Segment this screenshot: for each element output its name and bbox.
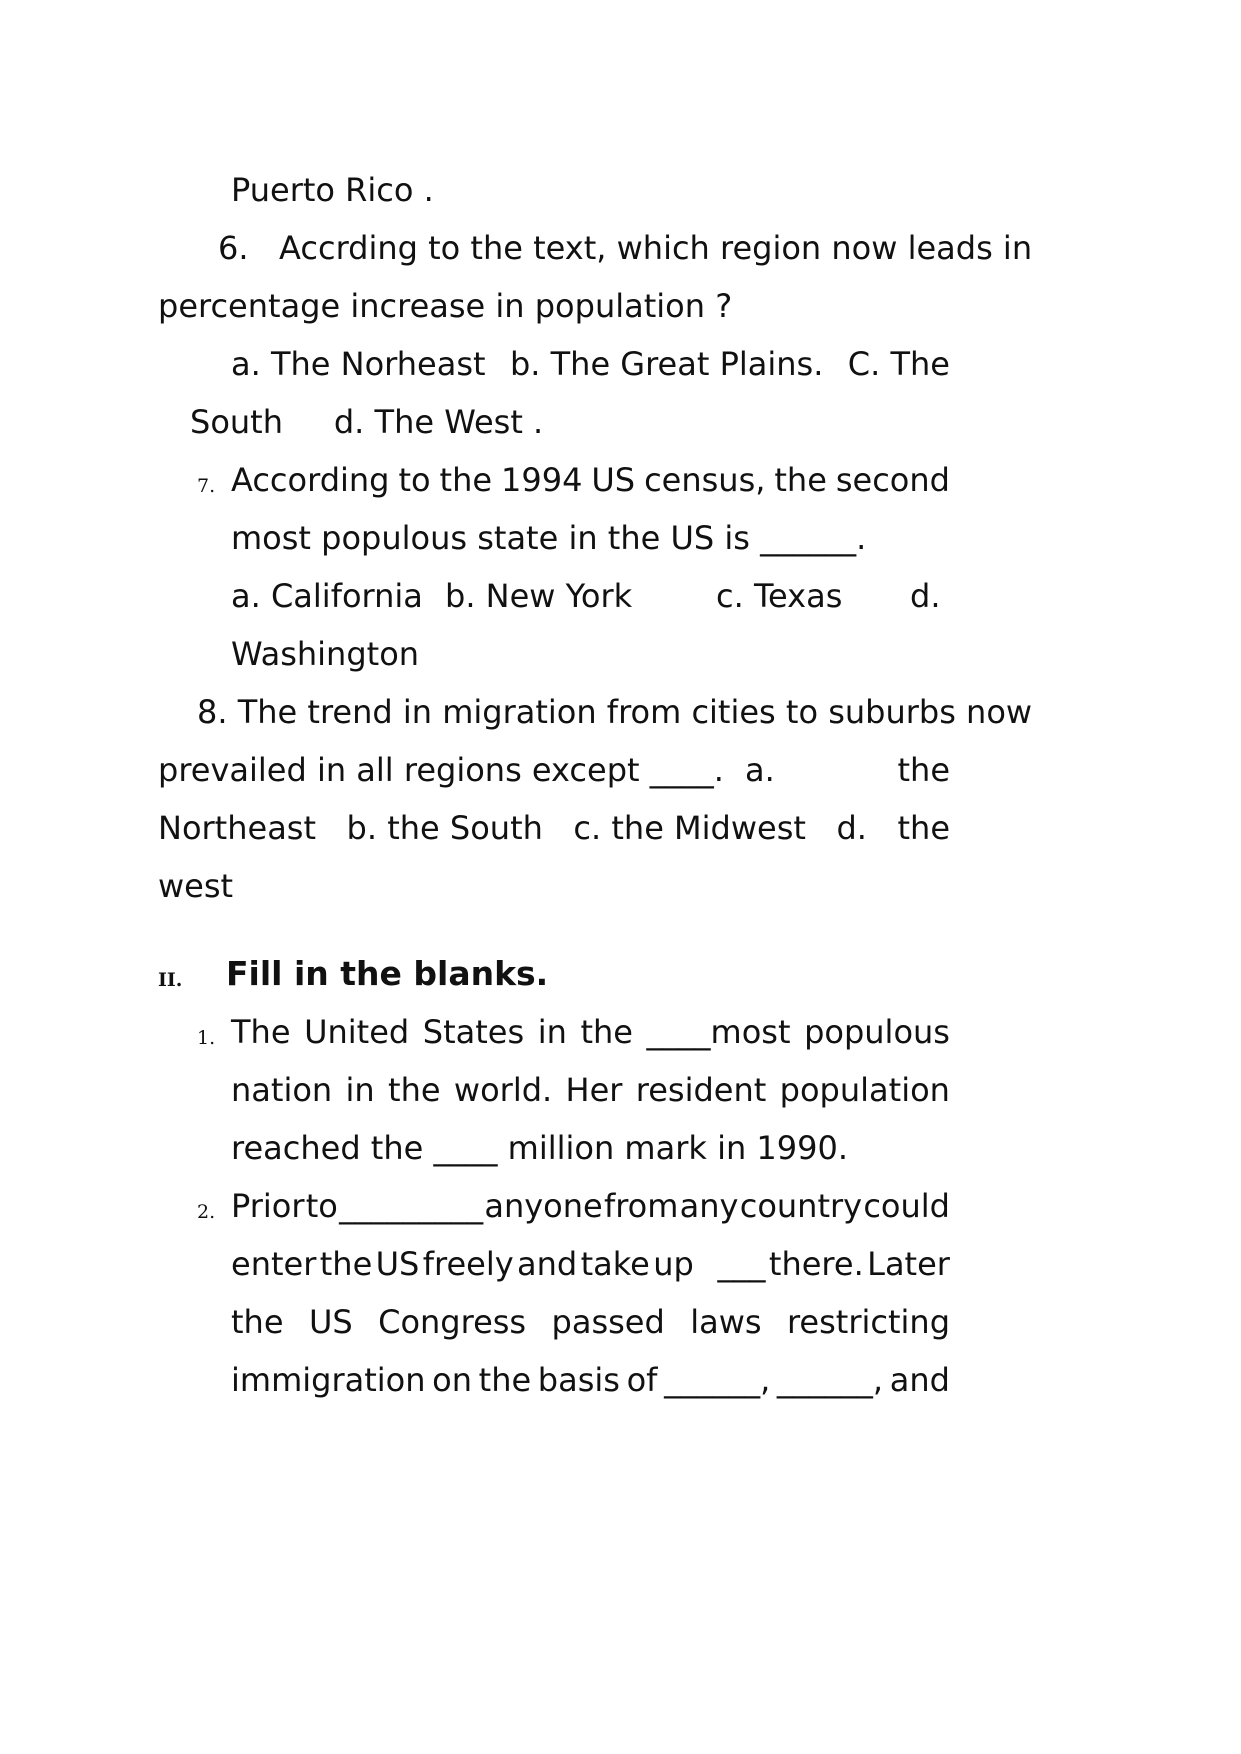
word: the	[478, 1361, 532, 1399]
word: the	[388, 1071, 441, 1109]
word: Later	[867, 1245, 950, 1283]
word: The	[231, 1013, 291, 1051]
word: Prior	[231, 1187, 305, 1225]
word: the	[774, 461, 827, 499]
q7-line-2: most populous state in the US is ______.	[231, 519, 867, 557]
word: US	[591, 461, 636, 499]
word: the	[897, 809, 950, 847]
q8-line-4: west	[158, 867, 234, 905]
word: the	[231, 1303, 284, 1341]
word: immigration	[231, 1361, 426, 1399]
q6-options-line-2: South d. The West .	[190, 403, 544, 441]
word: freely	[422, 1245, 514, 1283]
blank-2-line-3	[231, 1302, 950, 1342]
blank-2-line-1	[231, 1186, 950, 1226]
section-2-numeral: II.	[158, 969, 183, 991]
q6-options-line-1	[231, 344, 950, 384]
word: country	[739, 1187, 863, 1225]
q8-line-3	[158, 808, 950, 848]
word: to	[305, 1187, 338, 1225]
q8-option-c: c. the Midwest	[573, 809, 806, 847]
word: enter	[231, 1245, 317, 1283]
q7-line-1	[231, 460, 950, 500]
word: US	[375, 1245, 420, 1283]
word: could	[863, 1187, 950, 1225]
word: restricting	[786, 1303, 950, 1341]
word: ____most	[646, 1013, 791, 1051]
word: 1994	[500, 461, 583, 499]
word: the	[897, 751, 950, 789]
word: nation	[231, 1071, 333, 1109]
q7-option-b: b. New York	[445, 577, 633, 615]
section-2-title: Fill in the blanks.	[226, 954, 549, 993]
word: ______,	[664, 1361, 771, 1399]
q7-option-a: a. California	[231, 577, 423, 615]
q6-option-c: C. The	[847, 345, 950, 383]
word: basis	[537, 1361, 620, 1399]
word: anyone	[484, 1187, 603, 1225]
q8-option-b: b. the South	[346, 809, 543, 847]
blank-1-line-3: reached the ____ million mark in 1990.	[231, 1129, 849, 1167]
word: on	[432, 1361, 472, 1399]
word: ______,	[776, 1361, 884, 1399]
word: and	[889, 1361, 950, 1399]
word: any	[679, 1187, 739, 1225]
word: laws	[690, 1303, 762, 1341]
word: there.	[768, 1245, 864, 1283]
q8-line-1: 8. The trend in migration from cities to suburbs now	[197, 693, 1033, 731]
blank-2-number: 2.	[197, 1201, 216, 1223]
q7-option-c: c. Texas	[716, 577, 843, 615]
q8-stem-end: prevailed in all regions except ____.	[158, 751, 724, 789]
word: take	[580, 1245, 650, 1283]
word: Northeast	[158, 809, 317, 847]
blank-2-line-2	[231, 1244, 950, 1284]
word: the	[439, 461, 493, 499]
q8-option-a-label: a.	[745, 751, 775, 789]
word: passed	[551, 1303, 665, 1341]
word: According	[231, 461, 390, 499]
word: the	[319, 1245, 373, 1283]
blank-1-line-2	[231, 1070, 950, 1110]
q6-line-1: 6. Accrding to the text, which region now leads in	[218, 229, 1033, 267]
word: _________	[339, 1187, 484, 1225]
word: world.	[453, 1071, 553, 1109]
word: States	[422, 1013, 525, 1051]
q7-number: 7.	[197, 475, 216, 497]
word: population	[779, 1071, 950, 1109]
q8-option-d-label: d.	[836, 809, 867, 847]
word: to	[398, 461, 431, 499]
word: up	[653, 1245, 694, 1283]
q7-option-d: d.	[910, 577, 941, 615]
q7-options-line-2: Washington	[231, 635, 420, 673]
word: resident	[635, 1071, 767, 1109]
q6-option-b: b. The Great Plains.	[509, 345, 824, 383]
blank-1-line-1	[231, 1012, 950, 1052]
q6-option-a: a. The Norheast	[231, 345, 486, 383]
word: second	[835, 461, 950, 499]
word: of	[626, 1361, 658, 1399]
word: Congress	[378, 1303, 527, 1341]
word: and	[517, 1245, 578, 1283]
q5-tail-text: Puerto Rico .	[231, 171, 434, 209]
word: in	[345, 1071, 375, 1109]
word: United	[304, 1013, 410, 1051]
blank-2-line-4	[231, 1360, 950, 1400]
blank-1-number: 1.	[197, 1027, 216, 1049]
word: census,	[644, 461, 766, 499]
word: the	[580, 1013, 633, 1051]
word: in	[537, 1013, 567, 1051]
word: ___	[697, 1245, 766, 1283]
q6-line-2: percentage increase in population ?	[158, 287, 733, 325]
word: populous	[804, 1013, 950, 1051]
word: Her	[565, 1071, 623, 1109]
word: US	[308, 1303, 353, 1341]
word: from	[603, 1187, 679, 1225]
